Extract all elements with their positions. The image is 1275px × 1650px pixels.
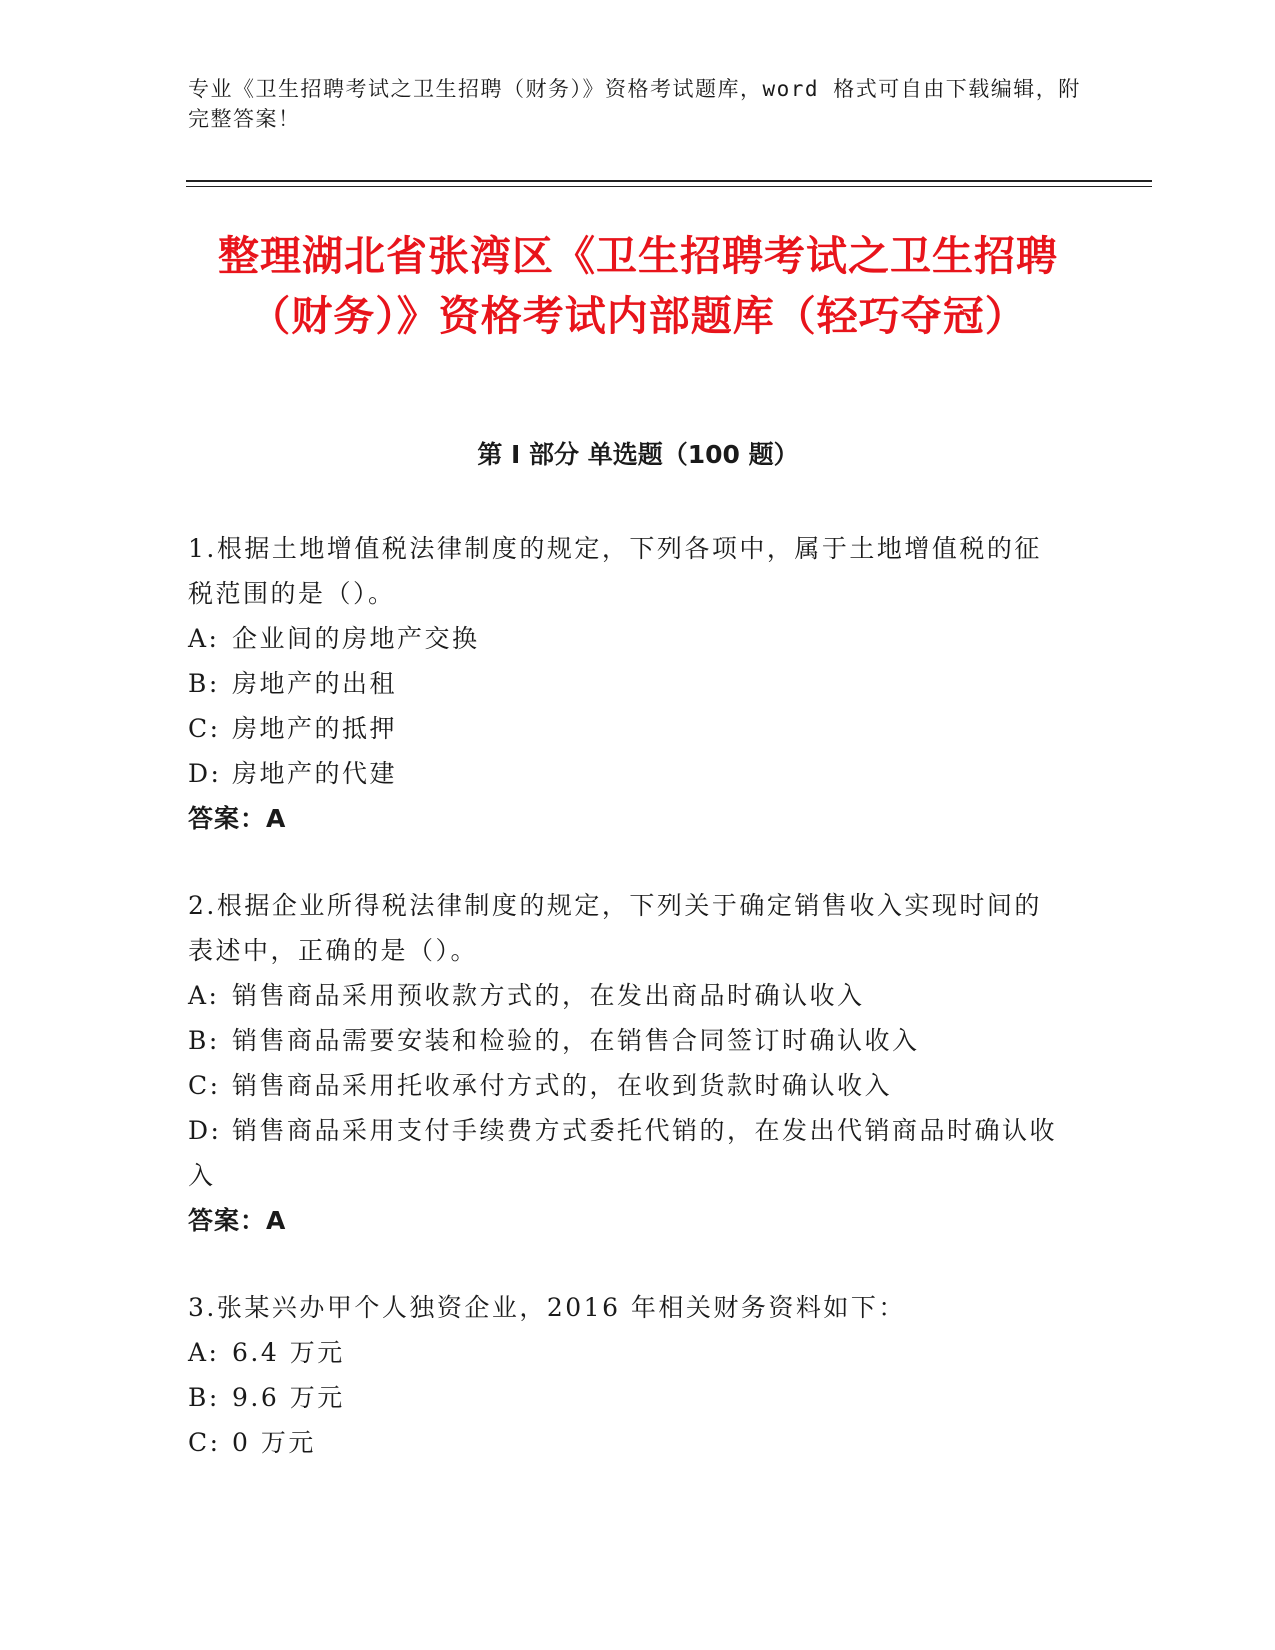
question-stem: 3.张某兴办甲个人独资企业，2016 年相关财务资料如下：: [188, 1293, 906, 1322]
option-a: [188, 616, 1068, 661]
question-stem: 2.根据企业所得税法律制度的规定，下列关于确定销售收入实现时间的表述中，正确的是（）。: [188, 891, 1042, 965]
option-text: 0 万元: [232, 1428, 316, 1457]
option-letter: A:: [188, 1338, 220, 1367]
option-d: [188, 751, 1068, 796]
option-text: 房地产的代建: [232, 759, 398, 788]
question-stem: 1.根据土地增值税法律制度的规定，下列各项中，属于土地增值税的征税范围的是（）。: [188, 534, 1042, 608]
option-letter: C:: [188, 714, 221, 743]
answer-label: 答案：: [188, 1206, 267, 1235]
option-letter: C:: [188, 1428, 221, 1457]
option-d: [188, 1108, 1068, 1198]
option-letter: C:: [188, 1071, 221, 1100]
option-a: [188, 1330, 1068, 1375]
option-text: 销售商品采用预收款方式的，在发出商品时确认收入: [232, 981, 865, 1010]
option-b: [188, 1018, 1068, 1063]
option-c: [188, 1063, 1068, 1108]
option-letter: D:: [188, 1116, 222, 1145]
header-note: 专业《卫生招聘考试之卫生招聘（财务）》资格考试题库，word 格式可自由下载编辑，附完整答案！: [188, 77, 1081, 131]
option-text: 房地产的出租: [232, 669, 398, 698]
option-letter: B:: [188, 1383, 220, 1412]
option-letter: B:: [188, 669, 220, 698]
option-text: 企业间的房地产交换: [232, 624, 480, 653]
option-a: [188, 973, 1068, 1018]
header-divider-thick: [186, 180, 1152, 182]
answer-line: [188, 1198, 1068, 1243]
option-text: 6.4 万元: [232, 1338, 345, 1367]
option-text: 销售商品需要安装和检验的，在销售合同签订时确认收入: [232, 1026, 920, 1055]
option-text: 销售商品采用托收承付方式的，在收到货款时确认收入: [232, 1071, 893, 1100]
answer-label: 答案：: [188, 804, 267, 833]
document-title: 整理湖北省张湾区《卫生招聘考试之卫生招聘（财务）》资格考试内部题库（轻巧夺冠）: [218, 232, 1058, 340]
question-list: [188, 526, 1068, 1507]
question-1: [188, 526, 1068, 841]
option-b: [188, 1375, 1068, 1420]
option-text: 房地产的抵押: [232, 714, 398, 743]
answer-line: [188, 796, 1068, 841]
answer-value: A: [266, 804, 287, 833]
option-c: [188, 706, 1068, 751]
option-letter: A:: [188, 981, 220, 1010]
answer-value: A: [266, 1206, 287, 1235]
option-text: 销售商品采用支付手续费方式委托代销的，在发出代销商品时确认收入: [188, 1116, 1058, 1190]
header-divider-thin: [186, 186, 1152, 187]
option-letter: A:: [188, 624, 220, 653]
option-b: [188, 661, 1068, 706]
option-letter: D:: [188, 759, 222, 788]
question-2: [188, 883, 1068, 1243]
option-letter: B:: [188, 1026, 220, 1055]
section-heading: 第 I 部分 单选题（100 题）: [477, 440, 799, 469]
option-text: 9.6 万元: [232, 1383, 345, 1412]
option-c: [188, 1420, 1068, 1465]
question-3: [188, 1285, 1068, 1465]
